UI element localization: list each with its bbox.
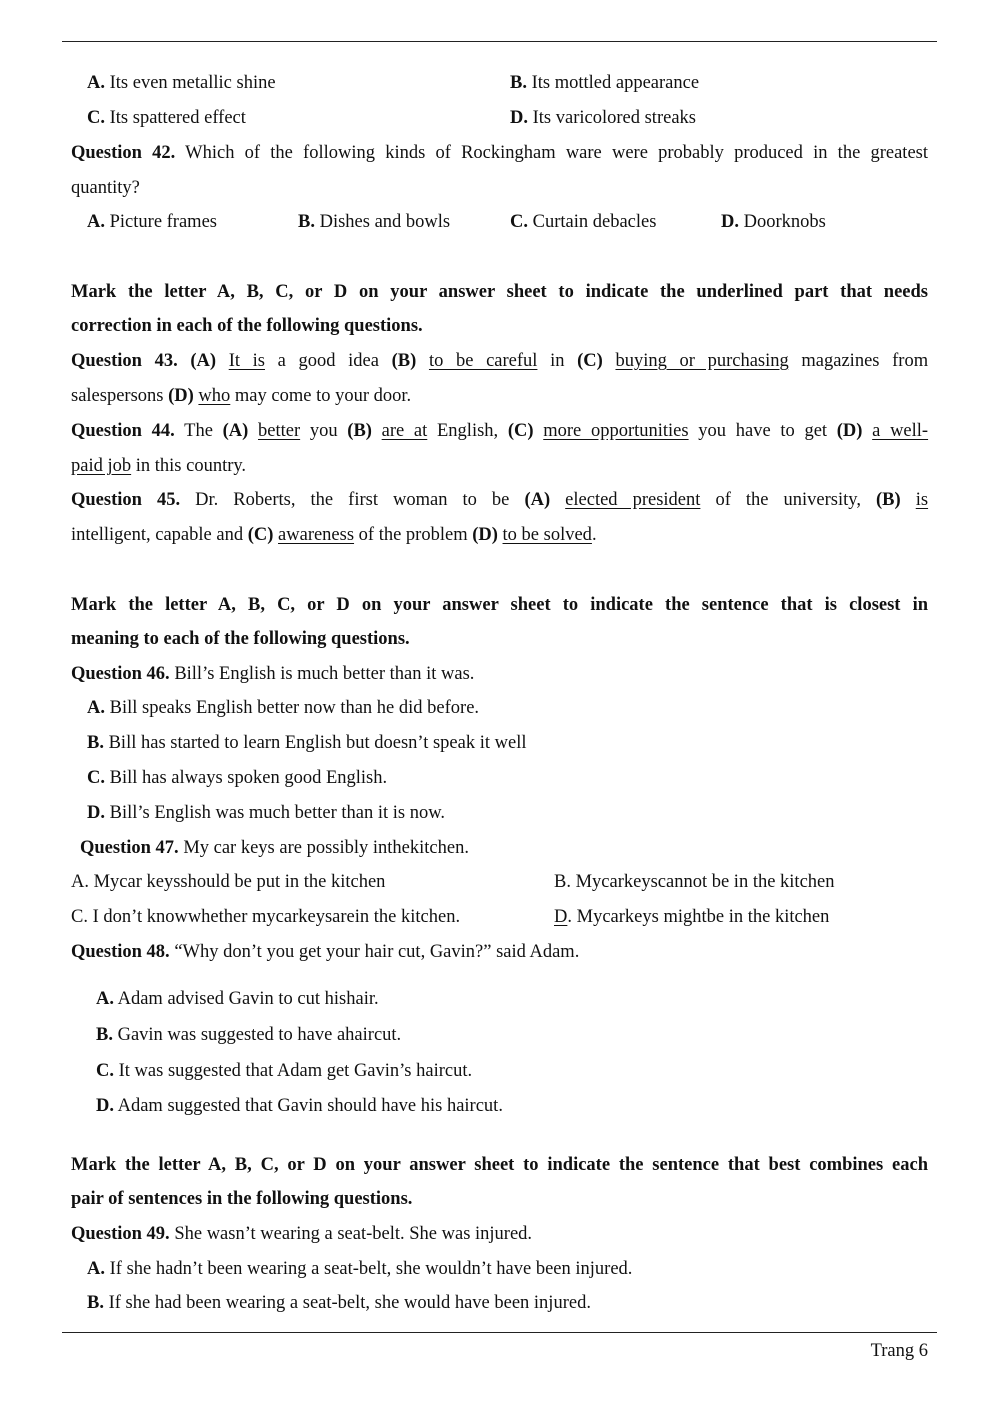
q45-underline-c: awareness bbox=[278, 525, 355, 545]
section-meaning-heading-cont: meaning to each of the following questions. bbox=[71, 629, 410, 649]
q44-underline-d-cont: paid job bbox=[71, 456, 132, 476]
q42-option-d: D. Doorknobs bbox=[721, 212, 826, 232]
q42-option-c: C. Curtain debacles bbox=[510, 212, 657, 232]
q41-option-c-text: Its spattered effect bbox=[109, 108, 246, 128]
q42-option-a: A. Picture frames bbox=[87, 212, 217, 232]
section-correction-heading: Mark the letter A, B, C, or D on your answer sheet to indicate the underlined part that needs bbox=[71, 282, 928, 302]
q42-label: Question 42. bbox=[71, 143, 176, 163]
section-meaning-heading: Mark the letter A, B, C, or D on your answer sheet to indicate the sentence that is closest in bbox=[71, 595, 928, 615]
q42-option-b: B. Dishes and bowls bbox=[298, 212, 451, 232]
q41-option-a-text: Its even metallic shine bbox=[109, 73, 276, 93]
q44-label: Question 44. bbox=[71, 421, 175, 441]
q49-option-a: A. If she hadn’t been wearing a seat-belt, she wouldn’t have been injured. bbox=[87, 1259, 633, 1279]
q42-stem: Question 42. Which of the following kinds of Rockingham ware were probably produced in the greatest bbox=[71, 143, 929, 163]
q44-underline-d: a well- bbox=[872, 421, 929, 441]
q48-option-c: C. It was suggested that Adam get Gavin’s haircut. bbox=[96, 1061, 473, 1081]
q47-option-d-letter: D bbox=[554, 907, 568, 927]
q42-stem-cont: quantity? bbox=[71, 178, 140, 198]
q46-label: Question 46. bbox=[71, 664, 170, 684]
q44-line1: Question 44. The (A) better you (B) are at English, (C) more opportunities you have to get (D) a well- bbox=[71, 421, 929, 441]
page-number: Trang 6 bbox=[870, 1341, 928, 1361]
q41-option-c: C. Its spattered effect bbox=[87, 108, 246, 128]
q48-option-d: D. Adam suggested that Gavin should have his haircut. bbox=[96, 1096, 503, 1116]
q43-line1: Question 43. (A) It is a good idea (B) to be careful in (C) buying or purchasing magazines from bbox=[71, 351, 929, 371]
q45-line2: intelligent, capable and (C) awareness of the problem (D) to be solved. bbox=[71, 525, 597, 545]
q45-label: Question 45. bbox=[71, 490, 181, 510]
q43-underline-b: to be careful bbox=[428, 351, 538, 371]
q43-underline-c: buying or purchasing bbox=[615, 351, 789, 371]
q43-underline-a: It is bbox=[228, 351, 265, 371]
q47-stem: Question 47. My car keys are possibly inthekitchen. bbox=[80, 838, 469, 858]
q48-option-a: A. Adam advised Gavin to cut hishair. bbox=[96, 989, 379, 1009]
q47-option-d: D. Mycarkeys mightbe in the kitchen bbox=[554, 907, 830, 927]
q41-option-b-text: Its mottled appearance bbox=[531, 73, 700, 93]
q43-label: Question 43. bbox=[71, 351, 178, 371]
q46-stem: Question 46. Bill’s English is much better than it was. bbox=[71, 664, 475, 684]
bottom-rule bbox=[62, 1332, 937, 1333]
q48-label: Question 48. bbox=[71, 942, 170, 962]
q44-underline-a: better bbox=[258, 421, 301, 441]
q44-underline-c: more opportunities bbox=[543, 421, 689, 441]
q48-option-b: B. Gavin was suggested to have ahaircut. bbox=[96, 1025, 402, 1045]
q46-option-d: D. Bill’s English was much better than it is now. bbox=[87, 803, 445, 823]
section-correction-heading-cont: correction in each of the following questions. bbox=[71, 316, 423, 336]
q45-line1: Question 45. Dr. Roberts, the first woman to be (A) elected president of the university, (B) is bbox=[71, 490, 929, 510]
q46-option-b: B. Bill has started to learn English but doesn’t speak it well bbox=[87, 733, 527, 753]
q46-option-a: A. Bill speaks English better now than he did before. bbox=[87, 698, 480, 718]
q41-option-d-text: Its varicolored streaks bbox=[532, 108, 696, 128]
q41-option-b: B. Its mottled appearance bbox=[510, 73, 700, 93]
q41-option-a: A. Its even metallic shine bbox=[87, 73, 276, 93]
q46-option-c: C. Bill has always spoken good English. bbox=[87, 768, 388, 788]
q45-underline-b: is bbox=[915, 490, 929, 510]
q43-line2: salespersons (D) who may come to your door. bbox=[71, 386, 412, 406]
q41-option-d: D. Its varicolored streaks bbox=[510, 108, 696, 128]
q48-stem: Question 48. “Why don’t you get your hair cut, Gavin?” said Adam. bbox=[71, 942, 580, 962]
q47-label: Question 47. bbox=[80, 838, 179, 858]
q49-stem: Question 49. She wasn’t wearing a seat-belt. She was injured. bbox=[71, 1224, 533, 1244]
q44-underline-b: are at bbox=[381, 421, 428, 441]
q47-option-c: C. I don’t knowwhether mycarkeysarein the kitchen. bbox=[71, 907, 461, 927]
q49-label: Question 49. bbox=[71, 1224, 170, 1244]
section-combine-heading: Mark the letter A, B, C, or D on your answer sheet to indicate the sentence that best combines each bbox=[71, 1155, 928, 1175]
q47-option-b: B. Mycarkeyscannot be in the kitchen bbox=[554, 872, 835, 892]
q45-underline-a: elected president bbox=[565, 490, 701, 510]
q49-option-b: B. If she had been wearing a seat-belt, she would have been injured. bbox=[87, 1293, 591, 1313]
q45-underline-d: to be solved bbox=[502, 525, 592, 545]
top-rule bbox=[62, 41, 937, 42]
q43-underline-d: who bbox=[198, 386, 231, 406]
q47-option-a: A. Mycar keysshould be put in the kitchen bbox=[71, 872, 386, 892]
q44-line2: paid job in this country. bbox=[71, 456, 247, 476]
section-combine-heading-cont: pair of sentences in the following questions. bbox=[71, 1189, 413, 1209]
